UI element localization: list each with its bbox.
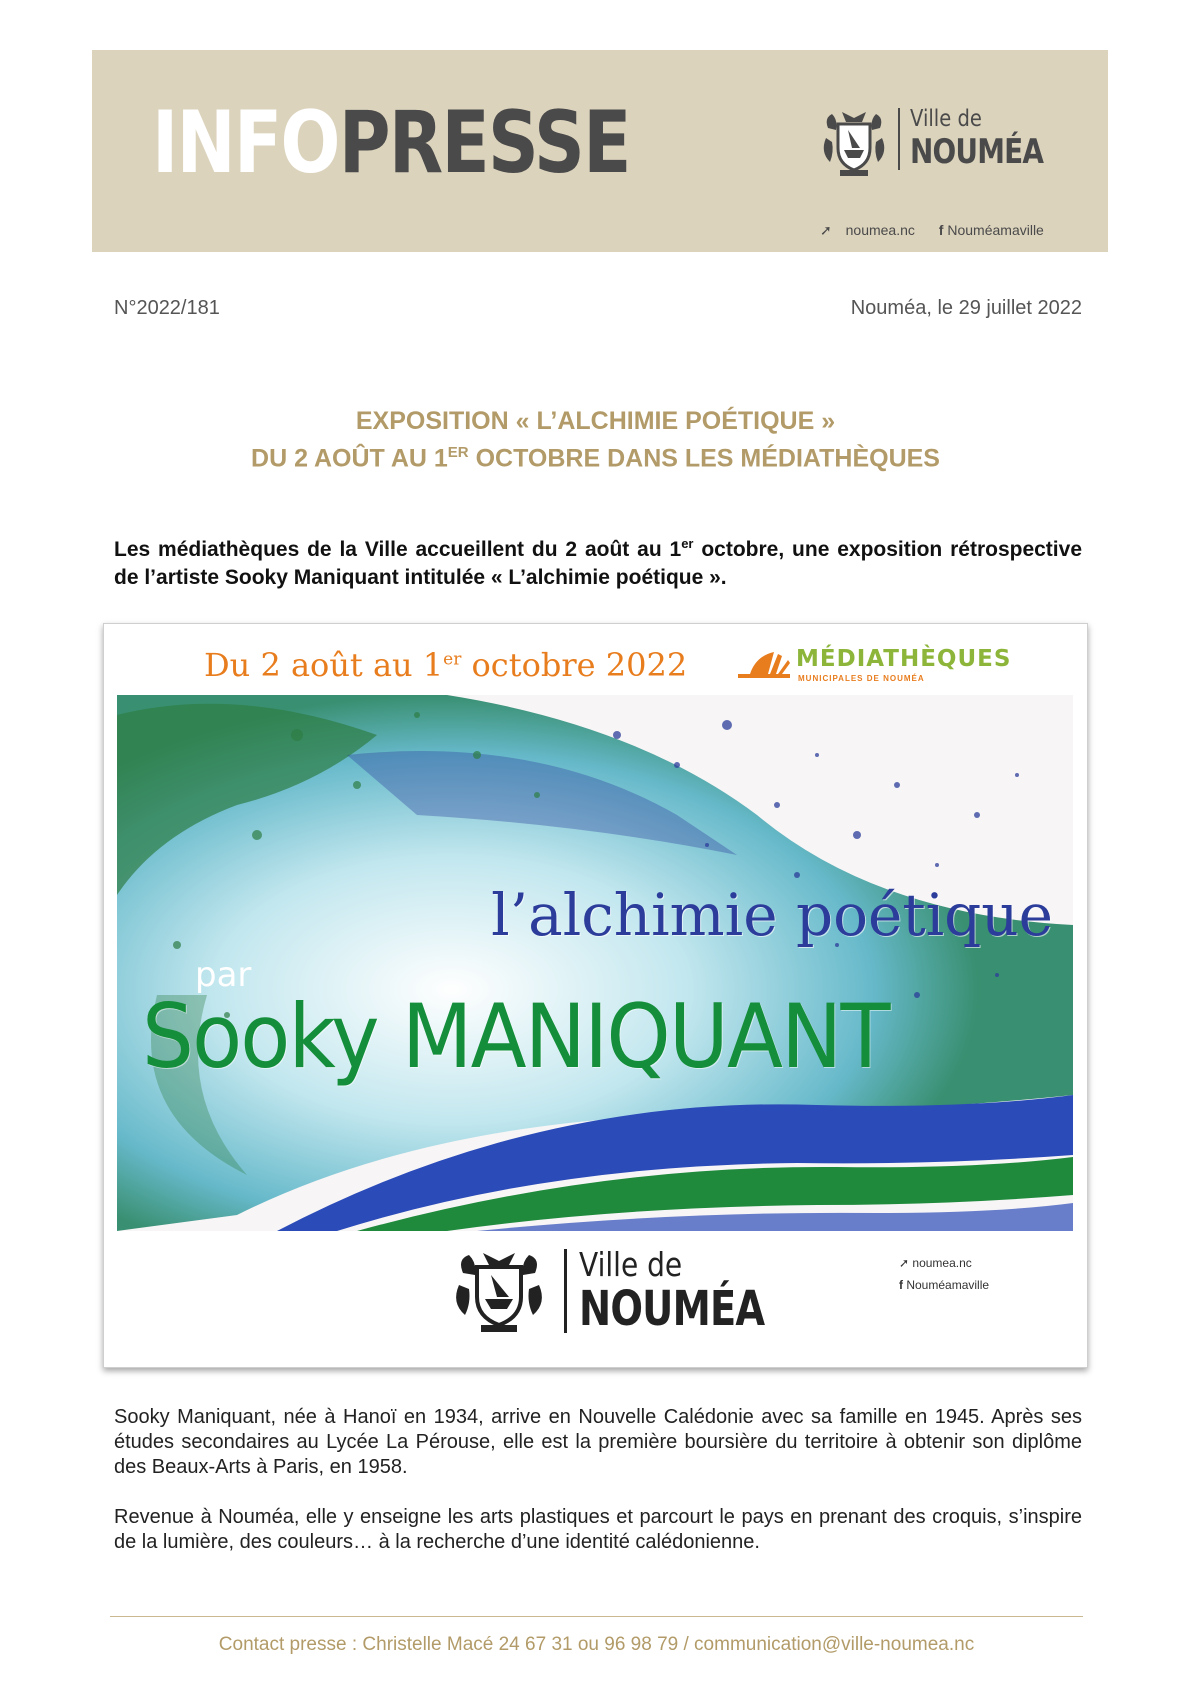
title-line-1: EXPOSITION « L’ALCHIMIE POÉTIQUE » <box>355 407 836 435</box>
exhibition-poster <box>103 623 1088 1368</box>
mediatheques-subtitle: MUNICIPALES DE NOUMÉA <box>798 674 925 683</box>
poster-logo-divider <box>564 1249 567 1333</box>
crest-icon <box>818 108 890 178</box>
footer-divider <box>110 1616 1083 1617</box>
crest-icon <box>449 1249 549 1333</box>
lead-sup: er <box>681 536 694 551</box>
poster-date-b: octobre 2022 <box>461 646 688 684</box>
poster-facebook-link[interactable] <box>899 1274 989 1296</box>
footer-contact: Contact presse : Christelle Macé 24 67 31 ou 96 98 79 / communication@ville-noumea.nc <box>218 1634 975 1655</box>
logo-ville-de: Ville de <box>910 106 982 132</box>
brand-presse: PRESSE <box>338 93 630 193</box>
website-link[interactable] <box>820 222 925 238</box>
watercolor-illustration <box>117 695 1073 1231</box>
poster-logo-ville-de: Ville de <box>579 1245 683 1284</box>
poster-date <box>204 646 687 684</box>
poster-website-link[interactable] <box>899 1252 989 1274</box>
title-line-2b: OCTOBRE DANS LES MÉDIATHÈQUES <box>468 444 940 473</box>
website-text: noumea.nc <box>845 222 915 238</box>
lead-b: octobre, une exposition rétrospective de l’artiste Sooky Maniquant intitulée « L’alchimie poétique ». <box>114 538 1082 589</box>
body-paragraph-1: Sooky Maniquant, née à Hanoï en 1934, arrive en Nouvelle Calédonie avec sa famille en 1945. Après ses études secondaires au Lycée La Pérouse, elle est la première boursière du territoire à obtenir son diplôme des Beaux-Arts à Paris, en 1958. <box>114 1406 1082 1478</box>
page-title <box>100 405 1091 474</box>
artwork-title: l’alchimie poétique <box>491 881 1053 949</box>
press-release-number: N°2022/181 <box>114 297 220 319</box>
lead-a: Les médiathèques de la Ville accueillent du 2 août au 1 <box>114 538 682 561</box>
sunrise-icon <box>734 646 794 680</box>
logo-links <box>820 222 1064 239</box>
title-sup: ER <box>447 444 469 461</box>
title-line-2a: DU 2 AOÛT AU 1 <box>251 444 448 473</box>
title-line-2 <box>100 437 1091 474</box>
facebook-link[interactable] <box>939 222 1054 238</box>
poster-date-a: Du 2 août au 1 <box>204 646 444 684</box>
logo-noumea: NOUMÉA <box>910 132 1044 172</box>
ville-noumea-logo <box>818 108 1068 248</box>
poster-logo-noumea: NOUMÉA <box>579 1281 765 1337</box>
arrow-icon: ➚ <box>899 1256 910 1270</box>
logo-divider <box>898 108 900 170</box>
poster-links <box>899 1252 989 1296</box>
body-paragraph-2: Revenue à Nouméa, elle y enseigne les arts plastiques et parcourt le pays en prenant des croquis, s’inspire de la lumière, des couleurs… à la recherche d’une identité calédonienne. <box>114 1506 1082 1553</box>
facebook-text: Nouméamaville <box>947 222 1044 238</box>
artist-name: Sooky MANIQUANT <box>142 985 889 1088</box>
artwork-par: par <box>195 955 252 995</box>
arrow-icon: ➚ <box>820 222 832 238</box>
brand-info: INFO <box>152 93 339 193</box>
mediatheques-title: MÉDIATHÈQUES <box>796 646 1012 672</box>
header-banner <box>92 50 1108 252</box>
poster-website-text: noumea.nc <box>912 1256 972 1270</box>
poster-date-sup: er <box>443 649 462 670</box>
lead-paragraph <box>114 530 1082 592</box>
infopresse-wordmark <box>152 93 630 193</box>
poster-artwork <box>117 695 1073 1231</box>
facebook-icon: f <box>938 222 944 238</box>
poster-facebook-text: Nouméamaville <box>906 1278 990 1292</box>
facebook-icon: f <box>899 1278 903 1292</box>
mediatheques-logo <box>734 646 1012 685</box>
press-release-date: Nouméa, le 29 juillet 2022 <box>850 297 1082 319</box>
